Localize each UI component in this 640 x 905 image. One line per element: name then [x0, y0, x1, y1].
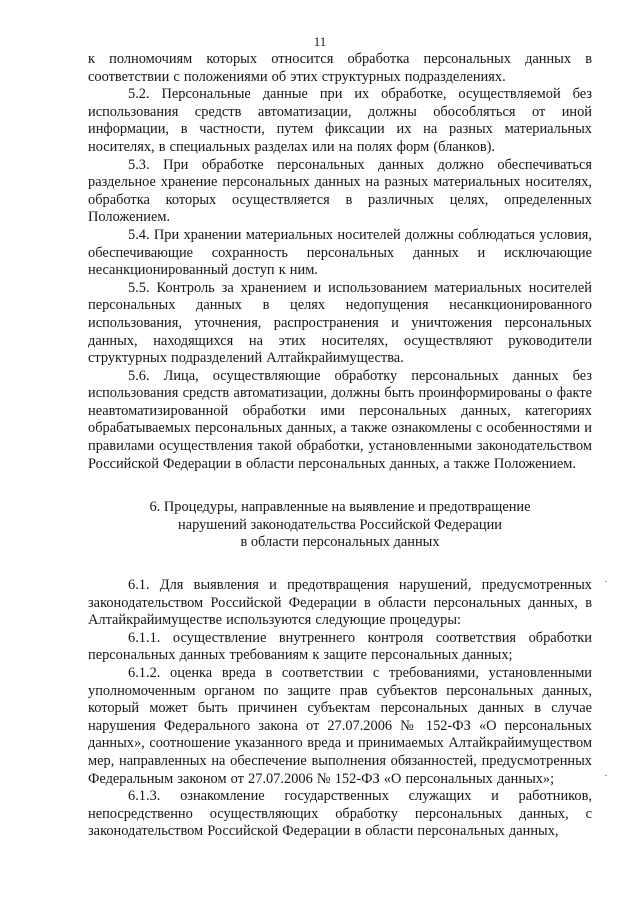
paragraph: 6.1.3. ознакомление государственных служащих и работников, непосредственно осуществляющих обработку персональных данных, с законодательством Российской Федерации в области персональных данных,: [88, 788, 592, 840]
page-number: 11: [313, 34, 327, 49]
section-heading-line: в области персональных данных: [240, 534, 440, 551]
document-body: [88, 51, 592, 841]
paragraphs-after-heading: [88, 577, 592, 841]
scan-speck: ·: [604, 576, 608, 588]
section-heading: [88, 499, 592, 552]
paragraph: 5.3. При обработке персональных данных должно обеспечиваться раздельное хранение персональных данных на разных материальных носителях, обработка которых осуществляется в различных целях, определенных Положением.: [88, 156, 592, 226]
paragraph: 6.1. Для выявления и предотвращения нарушений, предусмотренных законодательством Российской Федерации в области персональных данных, в Алтайкрайимуществе используются следующие процедуры:: [88, 577, 592, 629]
paragraph: к полномочиям которых относится обработка персональных данных в соответствии с положениями об этих структурных подразделениях.: [88, 51, 592, 85]
paragraph: 5.4. При хранении материальных носителей должны соблюдаться условия, обеспечивающие сохранность персональных данных и исключающие несанкционированный доступ к ним.: [88, 226, 592, 279]
paragraph: 5.6. Лица, осуществляющие обработку персональных данных без использования средств автоматизации, должны быть проинформированы о факте неавтоматизированной обработки ими персональных данных, категориях обрабатываемых персональных данных, а также ознакомлены с особенностями и правилами осуществления такой обработки, установленными законодательством Российской Федерации в области персональных данных, а также Положением.: [88, 367, 592, 472]
paragraph: 5.2. Персональные данные при их обработке, осуществляемой без использования средств автоматизации, должны обособляться от иной информации, в частности, путем фиксации их на разных материальных носителях, в специальных разделах или на полях форм (бланков).: [88, 86, 592, 155]
paragraph: 6.1.1. осуществление внутреннего контроля соответствия обработки персональных данных требованиям к защите персональных данных;: [88, 629, 592, 664]
paragraph: 5.5. Контроль за хранением и использованием материальных носителей персональных данных в целях недопущения несанкционированного использования, уточнения, распространения и уничтожения персональных данных, находящихся на этих носителях, осуществляют руководители структурных подразделений Алтайкрайимущества.: [88, 279, 592, 367]
section-heading-line: 6. Процедуры, направленные на выявление и предотвращение: [149, 499, 531, 516]
section-heading-line: нарушений законодательства Российской Федерации: [178, 516, 502, 533]
paragraph: 6.1.2. оценка вреда в соответствии с требованиями, установленными уполномоченным органом по защите прав субъектов персональных данных, который может быть причинен субъектам персональных данных в случае нарушения Федерального закона от 27.07.2006 № 152-ФЗ «О персональных данных», соотношение указанного вреда и принимаемых Алтайкрайимуществом мер, направленных на обеспечение выполнения обязанностей, предусмотренных Федеральным законом от 27.07.2006 № 152-ФЗ «О персональных данных»;: [88, 665, 592, 787]
paragraphs-before-heading: [88, 51, 592, 473]
scan-speck: ·: [604, 770, 608, 782]
